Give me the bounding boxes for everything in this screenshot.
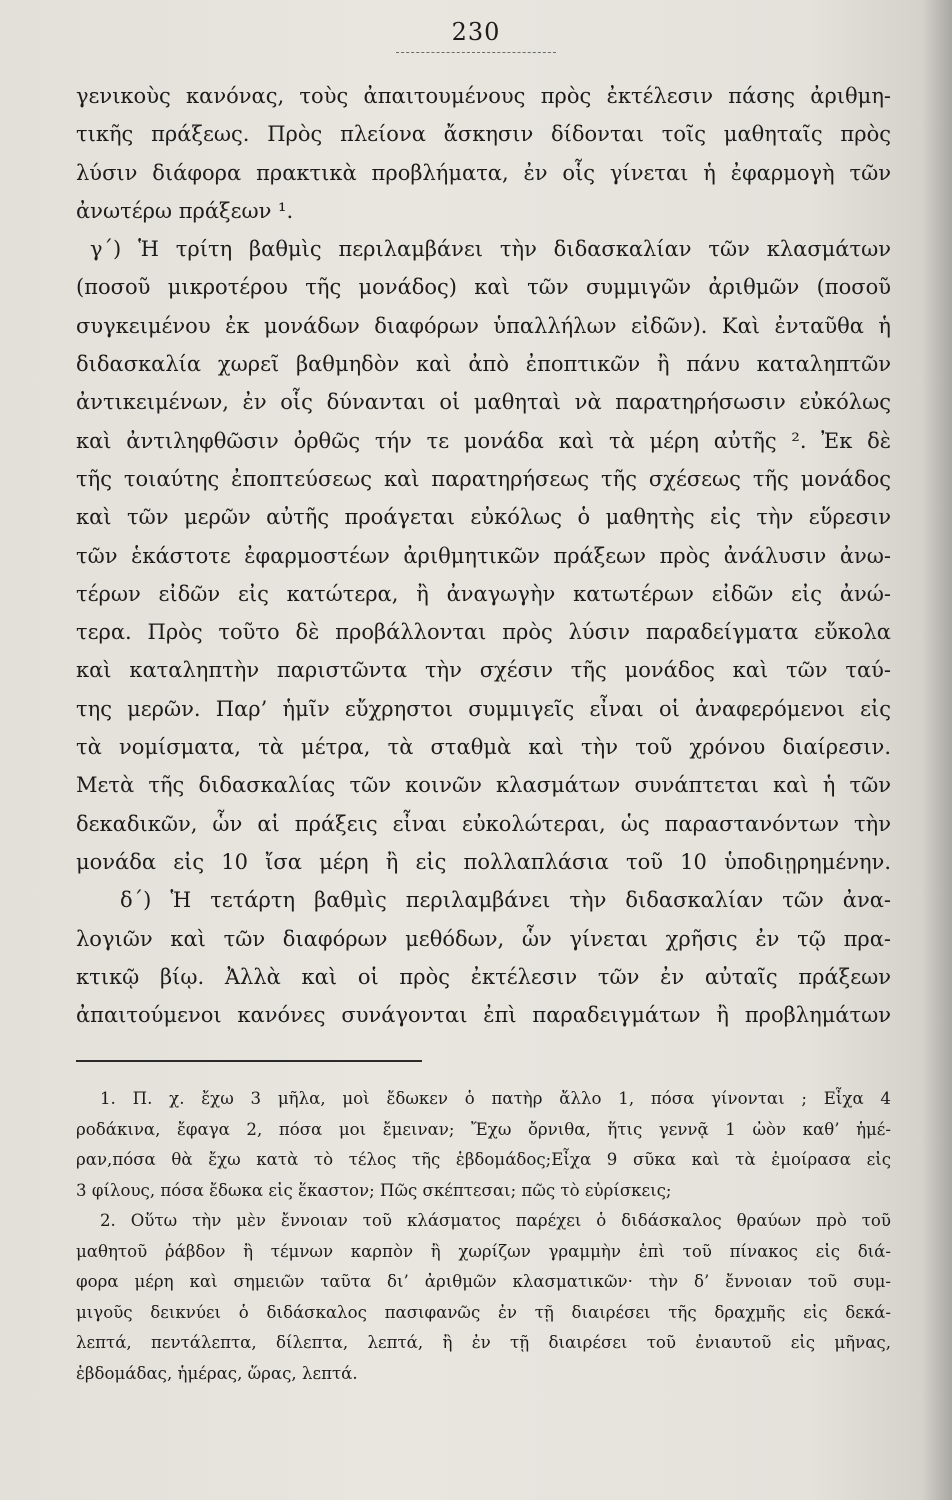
- header-rule: [396, 52, 556, 53]
- text-line: Μετὰ τῆς διδασκαλίας τῶν κοινῶν κλασμάτων συνάπτεται καὶ ἡ τῶν: [76, 773, 891, 798]
- page-edge-shadow: [922, 0, 952, 1500]
- footnote-line: 3 φίλους, πόσα ἔδωκα εἰς ἕκαστον; Πῶς σκέπτεσαι; πῶς τὸ εὑρίσκεις;: [76, 1180, 672, 1200]
- text-line: γ΄) Ἡ τρίτη βαθμὶς περιλαμβάνει τὴν διδασκαλίαν τῶν κλασμάτων: [90, 237, 891, 262]
- footnote-line: φορα μέρη καὶ σημειῶν ταῦτα δι’ ἀριθμῶν κλασματικῶν· τὴν δ’ ἔννοιαν τοῦ συμ-: [76, 1272, 891, 1291]
- text-line: δ΄) Ἡ τετάρτη βαθμὶς περιλαμβάνει τὴν διδασκαλίαν τῶν ἀνα-: [120, 888, 891, 913]
- text-line: τὰ νομίσματα, τὰ μέτρα, τὰ σταθμὰ καὶ τὴν τοῦ χρόνου διαίρεσιν.: [76, 735, 891, 760]
- text-line: τῶν ἑκάστοτε ἐφαρμοστέων ἀριθμητικῶν πράξεων πρὸς ἀνάλυσιν ἀνω-: [76, 543, 891, 568]
- text-line: λογιῶν καὶ τῶν διαφόρων μεθόδων, ὧν γίνεται χρῆσις ἐν τῷ πρα-: [76, 926, 891, 951]
- text-line: τικῆς πράξεως. Πρὸς πλείονα ἄσκησιν δίδονται τοῖς μαθηταῖς πρὸς: [76, 122, 891, 147]
- text-line: τέρων εἰδῶν εἰς κατώτερα, ἢ ἀναγωγὴν κατωτέρων εἰδῶν εἰς ἀνώ-: [76, 581, 891, 606]
- footnote-line: ραν,πόσα θὰ ἔχω κατὰ τὸ τέλος τῆς ἑβδομάδος;Εἶχα 9 σῦκα καὶ τὰ ἐμοίρασα εἰς: [76, 1150, 891, 1169]
- footnote-line: μαθητοῦ ῥάβδον ἢ τέμνων καρπὸν ἢ χωρίζων γραμμὴν ἐπὶ τοῦ πίνακος εἰς διά-: [76, 1241, 891, 1261]
- footnotes: [76, 1084, 891, 1389]
- footnote-line: ροδάκινα, ἔφαγα 2, πόσα μοι ἔμειναν; Ἔχω ὄρνιθα, ἥτις γεννᾷ 1 ὠὸν καθ’ ἡμέ-: [76, 1119, 891, 1139]
- text-line: μονάδα εἰς 10 ἴσα μέρη ἢ εἰς πολλαπλάσια τοῦ 10 ὑποδιῃρημένην.: [76, 849, 891, 874]
- text-line: της μερῶν. Παρ’ ἡμῖν εὔχρηστοι συμμιγεῖς εἶναι οἱ ἀναφερόμενοι εἰς: [76, 696, 891, 721]
- text-line: ἀντικειμένων, ἐν οἷς δύνανται οἱ μαθηταὶ νὰ παρατηρήσωσιν εὐκόλως: [76, 390, 891, 415]
- text-line: τερα. Πρὸς τοῦτο δὲ προβάλλονται πρὸς λύσιν παραδείγματα εὔκολα: [76, 620, 891, 645]
- text-line: καὶ καταληπτὴν παριστῶντα τὴν σχέσιν τῆς μονάδος καὶ τῶν ταύ-: [76, 658, 891, 683]
- text-line: δεκαδικῶν, ὧν αἱ πράξεις εἶναι εὐκολώτεραι, ὡς παραστανόντων τὴν: [76, 811, 891, 836]
- text-line: διδασκαλία χωρεῖ βαθμηδὸν καὶ ἀπὸ ἐποπτικῶν ἢ πάνυ καταληπτῶν: [76, 352, 891, 377]
- text-line: λύσιν διάφορα πρακτικὰ προβλήματα, ἐν οἷς γίνεται ἡ ἐφαρμογὴ τῶν: [76, 160, 891, 185]
- footnote-line: μιγοῦς δεικνύει ὁ διδάσκαλος πασιφανῶς ἐν τῇ διαιρέσει τῆς δραχμῆς εἰς δεκά-: [76, 1302, 891, 1322]
- text-line: ἀπαιτούμενοι κανόνες συνάγονται ἐπὶ παραδειγμάτων ἢ προβλημάτων: [76, 1003, 891, 1028]
- text-line: (ποσοῦ μικροτέρου τῆς μονάδος) καὶ τῶν συμμιγῶν ἀριθμῶν (ποσοῦ: [76, 275, 891, 300]
- footnote-line: 1. Π. χ. ἔχω 3 μῆλα, μοὶ ἔδωκεν ὁ πατὴρ ἄλλο 1, πόσα γίνονται ; Εἶχα 4: [100, 1089, 891, 1108]
- footnote-line: 2. Οὕτω τὴν μὲν ἔννοιαν τοῦ κλάσματος παρέχει ὁ διδάσκαλος θραύων πρὸ τοῦ: [100, 1211, 891, 1230]
- footnote-rule: [76, 1060, 422, 1062]
- footnote-line: λεπτά, πεντάλεπτα, δίλεπτα, λεπτά, ἢ ἐν τῇ διαιρέσει τοῦ ἐνιαυτοῦ εἰς μῆνας,: [76, 1333, 891, 1352]
- footnote-line: ἑβδομάδας, ἡμέρας, ὥρας, λεπτά.: [76, 1363, 358, 1383]
- text-line: γενικοὺς κανόνας, τοὺς ἀπαιτουμένους πρὸς ἐκτέλεσιν πάσης ἀριθμη-: [76, 84, 891, 108]
- text-line: κτικῷ βίῳ. Ἀλλὰ καὶ οἱ πρὸς ἐκτέλεσιν τῶν ἐν αὐταῖς πράξεων: [76, 964, 891, 989]
- text-line: καὶ ἀντιληφθῶσιν ὀρθῶς τήν τε μονάδα καὶ τὰ μέρη αὐτῆς ². Ἐκ δὲ: [76, 428, 891, 453]
- body-text: [76, 77, 891, 1034]
- text-line: συγκειμένου ἐκ μονάδων διαφόρων ὑπαλλήλων εἰδῶν). Καὶ ἐνταῦθα ἡ: [76, 313, 891, 338]
- text-line: καὶ τῶν μερῶν αὐτῆς προάγεται εὐκόλως ὁ μαθητὴς εἰς τὴν εὕρεσιν: [76, 505, 891, 530]
- page-number: 230: [451, 18, 501, 46]
- text-line: τῆς τοιαύτης ἐποπτεύσεως καὶ παρατηρήσεως τῆς σχέσεως τῆς μονάδος: [76, 466, 891, 491]
- text-line: ἀνωτέρω πράξεων ¹.: [76, 198, 294, 223]
